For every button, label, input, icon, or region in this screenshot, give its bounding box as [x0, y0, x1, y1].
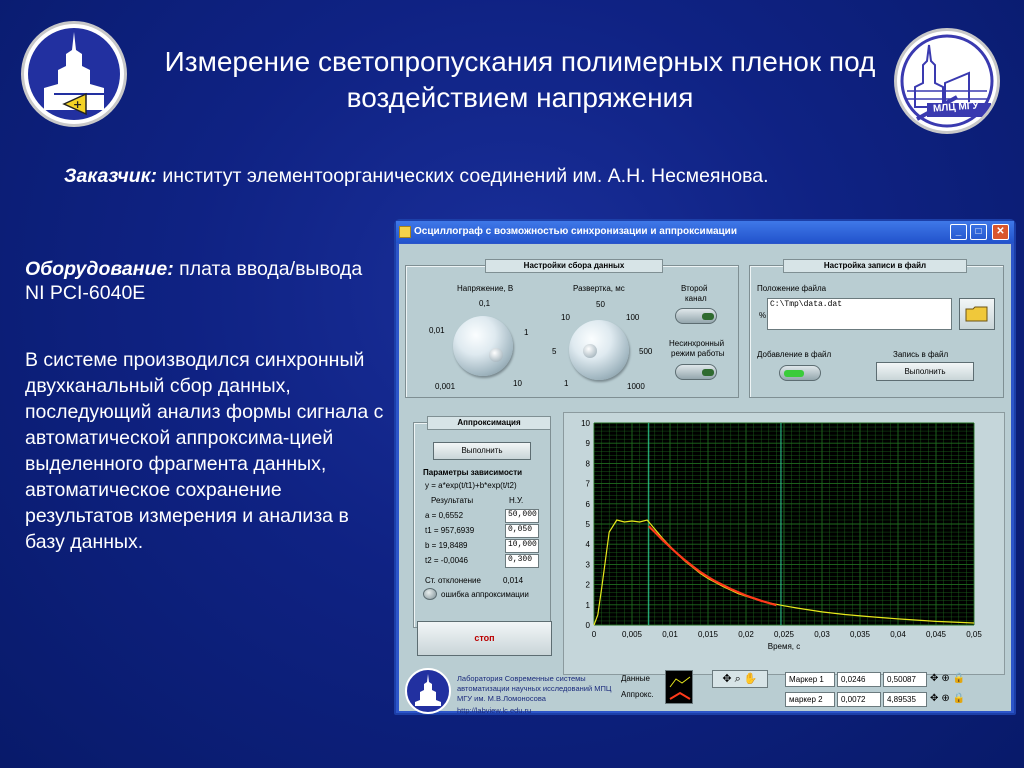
result-a: a = 0,6552 [425, 511, 464, 520]
sweep-tick: 500 [639, 347, 653, 356]
customer-text: институт элементоорганических соединений им. А.Н. Несмеянова. [156, 165, 769, 187]
write-execute-button[interactable]: Выполнить [876, 362, 974, 381]
x-tick-label: 0 [591, 630, 597, 639]
initial-values-label: Н.У. [509, 496, 524, 505]
results-label: Результаты [431, 496, 474, 505]
y-tick-label: 0 [585, 621, 590, 630]
y-tick-label: 8 [585, 459, 590, 469]
x-tick-label: 0,03 [814, 630, 830, 639]
marker2-center-icon[interactable]: ⊕ [941, 693, 953, 704]
voltage-tick: 1 [524, 328, 529, 337]
y-tick-label: 9 [585, 439, 590, 449]
sweep-knob-label: Развертка, мс [573, 284, 625, 293]
mlc-msu-logo-right [894, 28, 1000, 134]
legend-data-label: Данные [621, 674, 650, 683]
folder-icon [965, 305, 989, 323]
lab-info-text: Лаборатория Современные системы автоматизации научных исследований МПЦ МГУ им. М.В.Ломоносова [457, 674, 612, 703]
write-to-file-label: Запись в файл [893, 350, 949, 359]
marker1-controls[interactable] [930, 672, 986, 687]
marker2-x: 0,0072 [837, 692, 881, 707]
initial-t2-field[interactable]: 0,300 [505, 554, 539, 568]
record-settings-title: Настройка записи в файл [783, 259, 967, 273]
initial-a-field[interactable]: 50,000 [505, 509, 539, 523]
marker1-move-icon[interactable]: ✥ [930, 673, 942, 684]
result-t2: t2 = -0,0046 [425, 556, 468, 565]
y-tick-label: 10 [581, 419, 590, 428]
file-path-field[interactable]: C:\Tmp\data.dat [767, 298, 952, 330]
stddev-label: Ст. отклонение [425, 576, 481, 585]
legend-lines-icon [666, 671, 694, 705]
equipment-text [25, 257, 385, 305]
sweep-tick: 100 [626, 313, 640, 322]
second-channel-label: канал [685, 294, 707, 303]
formula-text: y = a*exp(t/t1)+b*exp(t/t2) [425, 481, 517, 490]
initial-b-field[interactable]: 10,000 [505, 539, 539, 553]
sweep-tick: 1 [564, 379, 569, 388]
equipment-label: Оборудование: [25, 258, 174, 280]
msu-small-building-icon [407, 670, 449, 712]
marker2-controls[interactable] [930, 692, 986, 707]
marker1-label: Маркер 1 [785, 672, 835, 687]
y-tick-label: 6 [585, 499, 590, 509]
x-tick-label: 0,01 [662, 630, 678, 639]
voltage-tick: 0,001 [435, 382, 456, 391]
slide-title: Измерение светопропускания полимерных пленок под воздействием напряжения [164, 46, 876, 113]
sweep-tick: 5 [552, 347, 557, 356]
chart-panel [563, 412, 1005, 675]
oscillogram-chart[interactable] [564, 413, 1006, 676]
pan-hand-icon[interactable]: ✋ [743, 673, 758, 685]
approx-error-indicator [423, 588, 437, 600]
right-logo-label: МЛЦ МГУ [932, 100, 979, 115]
second-channel-label: Второй [681, 284, 708, 293]
stddev-value: 0,014 [503, 576, 524, 585]
x-axis-label: Время, с [767, 642, 801, 651]
initial-t1-field[interactable]: 0,050 [505, 524, 539, 538]
sweep-tick: 1000 [627, 382, 645, 391]
x-tick-label: 0,02 [738, 630, 754, 639]
cursor-move-icon[interactable]: ✥ [722, 673, 732, 685]
params-label: Параметры зависимости [423, 468, 523, 477]
y-tick-label: 4 [585, 540, 590, 550]
marker2-move-icon[interactable]: ✥ [930, 693, 942, 704]
stop-button[interactable]: стоп [417, 621, 552, 656]
x-tick-label: 0,04 [890, 630, 906, 639]
description-paragraph: В системе производился синхронный двухканальный сбор данных, последующий анализ формы сигнала с автоматической аппроксима-цией выделенного фрагмента данных, автоматическое сохранение результатов измерения и анализа в базу данных. [25, 349, 384, 553]
footer-bar [403, 673, 1007, 715]
maximize-button[interactable]: □ [970, 224, 987, 240]
marker1-x: 0,0246 [837, 672, 881, 687]
marker2-lock-icon[interactable]: 🔒 [952, 693, 969, 704]
voltage-knob[interactable] [453, 316, 513, 376]
y-tick-label: 7 [585, 479, 590, 489]
async-mode-label: Несинхронный [669, 339, 725, 348]
browse-folder-button[interactable] [959, 298, 995, 330]
marker1-y: 0,50087 [883, 672, 927, 687]
window-title: Осциллограф с возможностью синхронизации и аппроксимации [414, 226, 737, 237]
append-to-file-toggle[interactable] [779, 365, 821, 381]
voltage-tick: 0,1 [479, 299, 491, 308]
y-tick-label: 5 [585, 520, 590, 529]
approximation-title: Аппроксимация [427, 416, 551, 430]
marker1-center-icon[interactable]: ⊕ [941, 673, 953, 684]
marker2-y: 4,89535 [883, 692, 927, 707]
legend-approx-label: Аппрокс. [621, 690, 654, 699]
msu-footer-logo [405, 668, 451, 714]
close-button[interactable]: ✕ [992, 224, 1009, 240]
voltage-knob-label: Напряжение, В [457, 284, 514, 293]
x-tick-label: 0,005 [621, 630, 643, 639]
acq-settings-title: Настройки сбора данных [485, 259, 663, 273]
x-tick-label: 0,045 [925, 630, 947, 639]
msu-building-icon [24, 24, 124, 124]
labview-app-icon [399, 226, 411, 238]
async-mode-label: режим работы [671, 349, 725, 358]
window-panel [399, 244, 1011, 715]
oscilloscope-window [394, 219, 1016, 715]
x-tick-label: 0,025 [773, 630, 795, 639]
sweep-knob[interactable] [569, 320, 629, 380]
second-channel-toggle[interactable] [675, 308, 717, 324]
customer-label: Заказчик: [64, 165, 157, 187]
msu-logo-left [21, 21, 127, 127]
approx-execute-button[interactable]: Выполнить [433, 442, 531, 460]
x-tick-label: 0,05 [966, 630, 982, 639]
path-prefix-icon: % [759, 311, 767, 320]
legend-swatches [665, 670, 693, 704]
y-tick-label: 3 [585, 560, 590, 570]
customer-line [64, 164, 1004, 188]
approx-error-label: ошибка аппроксимации [441, 590, 529, 599]
result-b: b = 19,8489 [425, 541, 468, 550]
zoom-icon[interactable]: ⌕ [734, 673, 741, 685]
y-tick-label: 1 [585, 600, 590, 610]
marker2-label: маркер 2 [785, 692, 835, 707]
svg-text:+: + [73, 98, 83, 111]
append-to-file-label: Добавление в файл [757, 350, 832, 359]
x-tick-label: 0,015 [697, 630, 719, 639]
async-mode-toggle[interactable] [675, 364, 717, 380]
graph-tools[interactable] [712, 670, 768, 688]
window-titlebar[interactable] [396, 221, 1014, 243]
equipment-desc: плата ввода/вывода NI PCI-6040E [25, 258, 363, 304]
result-t1: t1 = 957,6939 [425, 526, 475, 535]
msu-building-outline-icon [897, 31, 997, 131]
voltage-tick: 10 [513, 379, 522, 388]
minimize-button[interactable]: _ [950, 224, 967, 240]
sweep-tick: 10 [561, 313, 570, 322]
sweep-tick: 50 [596, 300, 605, 309]
file-position-label: Положение файла [757, 284, 827, 293]
marker1-lock-icon[interactable]: 🔒 [952, 673, 969, 684]
x-tick-label: 0,035 [849, 630, 871, 639]
y-tick-label: 2 [585, 580, 590, 590]
voltage-tick: 0,01 [429, 326, 445, 335]
lab-url[interactable]: http://labview.lc.edu.ru [457, 706, 532, 715]
